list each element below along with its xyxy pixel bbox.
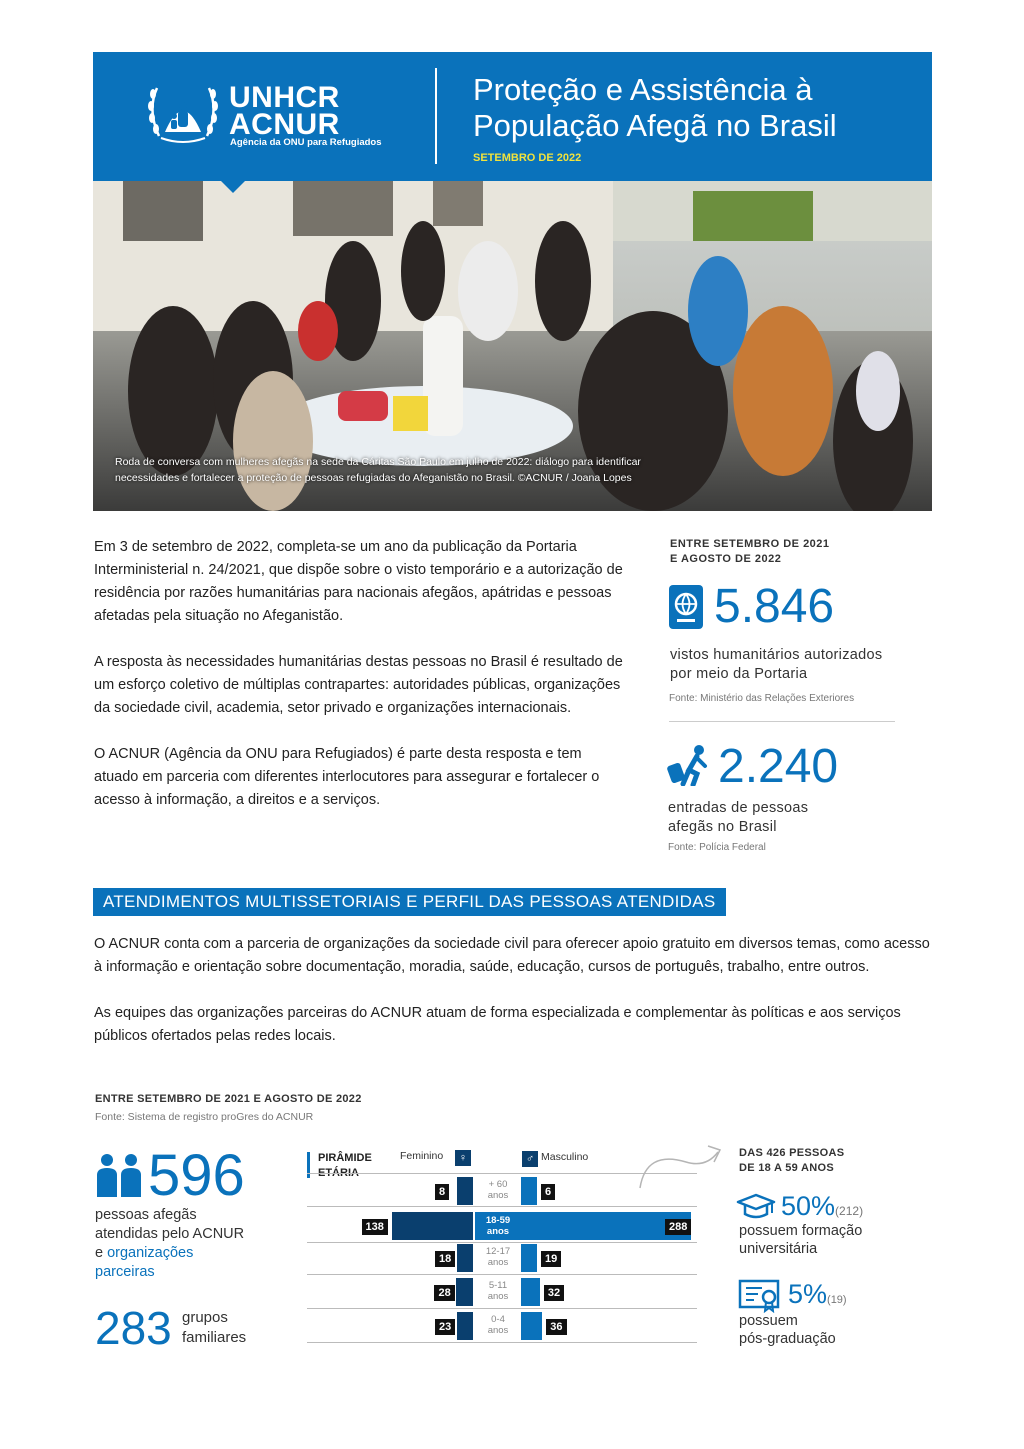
logo-wordmark bbox=[229, 81, 340, 141]
university-desc-line1: possuem formação bbox=[739, 1223, 863, 1239]
education-label-line1: DAS 426 PESSOAS bbox=[739, 1147, 845, 1159]
male-bar bbox=[521, 1312, 542, 1340]
age-group-label-line: anos bbox=[487, 1190, 509, 1201]
age-group-label-line: 0-4 bbox=[491, 1314, 505, 1325]
pyramid-title-line1: PIRÂMIDE bbox=[318, 1152, 372, 1164]
education-label bbox=[739, 1146, 844, 1176]
postgrad-desc-line1: possuem bbox=[739, 1313, 798, 1329]
female-bar bbox=[456, 1278, 473, 1306]
male-value-label: 288 bbox=[665, 1219, 691, 1235]
visas-description bbox=[670, 646, 882, 684]
logo-subtitle: Agência da ONU para Refugiados bbox=[230, 137, 382, 148]
visas-source: Fonte: Ministério das Relações Exteriores bbox=[669, 693, 855, 704]
stats-period-label bbox=[670, 537, 830, 567]
entries-value: 2.240 bbox=[718, 740, 839, 793]
intro-paragraph: O ACNUR (Agência da ONU para Refugiados) é parte desta resposta e tem atuado em parceria com diferentes interlocutores para assegurar e fortalecer o acesso à informação, a direitos e a serviços. bbox=[94, 746, 600, 808]
section-paragraph: O ACNUR conta com a parceria de organizações da sociedade civil para oferecer apoio gratuito em diversos temas, como acesso à informação e orientação sobre documentação, moradia, saúde, educação, cursos de português, trabalho, entre outros. bbox=[94, 936, 930, 975]
profile-period: ENTRE SETEMBRO DE 2021 E AGOSTO DE 2022 bbox=[95, 1093, 362, 1105]
female-icon: ♀ bbox=[455, 1150, 471, 1166]
age-group-label bbox=[475, 1314, 521, 1336]
photo-caption-line1: Roda de conversa com mulheres afegãs na sede da Cáritas São Paulo em julho de 2022: diálogo para identificar bbox=[115, 456, 641, 468]
visas-description-line2: por meio da Portaria bbox=[670, 666, 808, 682]
female-value-label: 18 bbox=[435, 1251, 455, 1267]
visas-value: 5.846 bbox=[714, 580, 835, 633]
postgrad-description bbox=[739, 1312, 836, 1348]
age-group-label-line: + 60 bbox=[488, 1179, 508, 1190]
male-bar bbox=[521, 1177, 537, 1205]
people-served-description bbox=[95, 1206, 244, 1282]
header-divider bbox=[435, 68, 437, 164]
age-group-label-line: anos bbox=[487, 1257, 509, 1268]
pyramid-row bbox=[307, 1275, 697, 1309]
male-value-label: 36 bbox=[546, 1319, 566, 1335]
intro-text bbox=[94, 536, 624, 835]
female-value-label: 138 bbox=[362, 1219, 388, 1235]
female-bar bbox=[392, 1212, 473, 1240]
entries-description bbox=[668, 799, 808, 837]
education-label-line2: DE 18 A 59 ANOS bbox=[739, 1162, 834, 1174]
intro-paragraph: Em 3 de setembro de 2022, completa-se um ano da publicação da Portaria Interministerial n. 24/2021, que dispõe sobre o visto temporário e a autorização de residência por razões humanitárias para nacionais afegãos, apátridas e pessoas afetadas pela situação no Afeganistão. bbox=[94, 539, 623, 624]
photo-caption bbox=[115, 454, 735, 486]
male-value-label: 32 bbox=[544, 1285, 564, 1301]
photo-caption-line2: necessidades e fortalecer a proteção de pessoas refugiadas do Afeganistão no Brasil. ©ACNUR / Joana Lopes bbox=[115, 472, 632, 484]
people-desc-line3-prefix: e bbox=[95, 1245, 108, 1261]
partners-link-continued[interactable]: parceiras bbox=[95, 1264, 155, 1280]
female-bar bbox=[457, 1244, 473, 1272]
age-group-label-line: 18-59 bbox=[485, 1215, 511, 1226]
families-desc-line1: grupos bbox=[182, 1309, 228, 1326]
female-value-label: 8 bbox=[435, 1184, 449, 1200]
age-group-label bbox=[475, 1212, 521, 1240]
entries-source: Fonte: Polícia Federal bbox=[668, 842, 766, 853]
age-group-label bbox=[475, 1179, 521, 1201]
photo-notch bbox=[221, 181, 245, 193]
cover-photo bbox=[93, 181, 932, 511]
page-title-line2: População Afegã no Brasil bbox=[473, 108, 837, 143]
legend-male-label: Masculino bbox=[541, 1151, 589, 1163]
university-description bbox=[739, 1222, 862, 1258]
age-group-label bbox=[475, 1280, 521, 1302]
families-description bbox=[182, 1308, 246, 1348]
people-desc-line2: atendidas pelo ACNUR bbox=[95, 1226, 245, 1242]
age-group-label bbox=[475, 1246, 521, 1268]
postgrad-percent bbox=[788, 1279, 847, 1315]
people-desc-line1: pessoas afegãs bbox=[95, 1207, 197, 1223]
passport-icon bbox=[667, 583, 705, 631]
postgrad-count: (19) bbox=[827, 1294, 847, 1306]
partners-link[interactable]: organizações bbox=[107, 1245, 194, 1261]
age-group-label-line: anos bbox=[487, 1291, 509, 1302]
entries-description-line2: afegãs no Brasil bbox=[668, 819, 777, 835]
profile-source: Fonte: Sistema de registro proGres do ACNUR bbox=[95, 1111, 314, 1123]
male-bar bbox=[521, 1278, 540, 1306]
page-title bbox=[473, 72, 837, 144]
curved-arrow-icon bbox=[636, 1140, 726, 1190]
entries-description-line1: entradas de pessoas bbox=[668, 800, 809, 816]
page-title-line1: Proteção e Assistência à bbox=[473, 72, 813, 107]
stats-period-line2: E AGOSTO DE 2022 bbox=[670, 553, 782, 565]
female-value-label: 28 bbox=[434, 1285, 454, 1301]
postgrad-desc-line2: pós-graduação bbox=[739, 1331, 836, 1347]
publication-date: SETEMBRO DE 2022 bbox=[473, 152, 582, 164]
visas-description-line1: vistos humanitários autorizados bbox=[670, 647, 883, 663]
families-desc-line2: familiares bbox=[182, 1329, 247, 1346]
age-group-label-line: anos bbox=[487, 1325, 509, 1336]
section-heading: ATENDIMENTOS MULTISSETORIAIS E PERFIL DAS PESSOAS ATENDIDAS bbox=[93, 888, 726, 916]
age-group-label-line: 5-11 bbox=[488, 1280, 508, 1291]
graduation-cap-icon bbox=[736, 1193, 776, 1221]
people-icon bbox=[95, 1153, 145, 1199]
families-value: 283 bbox=[95, 1302, 172, 1354]
age-group-label-line: 12-17 bbox=[485, 1246, 511, 1257]
pyramid-row bbox=[307, 1241, 697, 1275]
pyramid-row bbox=[307, 1309, 697, 1343]
traveler-icon bbox=[667, 744, 711, 786]
university-count: (212) bbox=[835, 1204, 864, 1218]
university-percent bbox=[781, 1191, 863, 1226]
male-icon: ♂ bbox=[522, 1151, 538, 1167]
people-served-value: 596 bbox=[148, 1143, 245, 1208]
pyramid-title-line2: ETÁRIA bbox=[318, 1167, 359, 1179]
male-value-label: 19 bbox=[541, 1251, 561, 1267]
male-bar bbox=[521, 1244, 537, 1272]
logo-line-acnur: ACNUR bbox=[229, 108, 340, 141]
stats-divider bbox=[669, 721, 895, 722]
certificate-icon bbox=[738, 1279, 780, 1313]
stats-period-line1: ENTRE SETEMBRO DE 2021 bbox=[670, 538, 830, 550]
postgrad-percent-value: 5% bbox=[788, 1279, 828, 1309]
university-desc-line2: universitária bbox=[739, 1241, 818, 1257]
legend-female-label: Feminino bbox=[400, 1150, 444, 1162]
section-paragraph: As equipes das organizações parceiras do ACNUR atuam de forma especializada e complementar às políticas e aos serviços públicos ofertados pelas redes locais. bbox=[94, 1005, 901, 1044]
unhcr-logo-icon bbox=[143, 80, 223, 146]
age-group-label-line: anos bbox=[486, 1226, 510, 1237]
university-percent-value: 50% bbox=[781, 1191, 836, 1221]
logo-line-unhcr: UNHCR bbox=[229, 81, 340, 114]
female-bar bbox=[457, 1177, 473, 1205]
female-value-label: 23 bbox=[435, 1319, 455, 1335]
intro-paragraph: A resposta às necessidades humanitárias destas pessoas no Brasil é resultado de um esforço coletivo de múltiplas contrapartes: autoridades públicas, organizações da sociedade civil, academia, setor privado e organizações internacionais. bbox=[94, 654, 623, 716]
age-pyramid-chart bbox=[307, 1173, 697, 1351]
female-bar bbox=[457, 1312, 473, 1340]
header-banner bbox=[93, 52, 932, 182]
section-text bbox=[94, 933, 934, 1071]
people-desc-line3 bbox=[95, 1244, 244, 1263]
male-value-label: 6 bbox=[541, 1184, 555, 1200]
pyramid-row bbox=[307, 1209, 697, 1243]
